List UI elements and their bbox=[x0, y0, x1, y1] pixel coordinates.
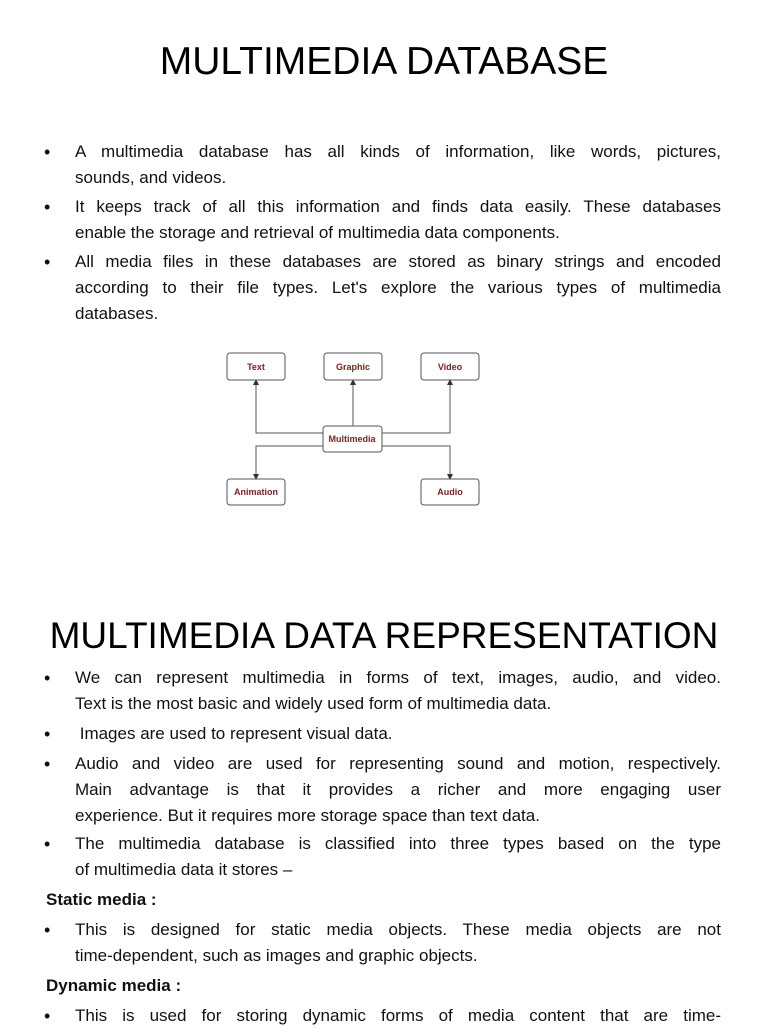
text-line: according to their file types. Let's explore the various types of multimedia bbox=[75, 278, 721, 297]
section-title: MULTIMEDIA DATA REPRESENTATION bbox=[49, 615, 719, 656]
connector-audio bbox=[382, 446, 450, 477]
text-line: Images are used to represent visual data. bbox=[75, 724, 393, 743]
text-line: All media files in these databases are stored as binary strings and encoded bbox=[75, 252, 721, 271]
bullet-icon: • bbox=[44, 142, 51, 162]
node-animation-label: Animation bbox=[234, 487, 278, 497]
text-line: time-dependent, such as images and graphic objects. bbox=[75, 946, 478, 965]
bullet-icon: • bbox=[44, 920, 51, 940]
text-line: sounds, and videos. bbox=[75, 168, 227, 187]
section-title: MULTIMEDIA DATABASE bbox=[159, 40, 609, 83]
bullet-icon: • bbox=[44, 197, 51, 217]
bullet-icon: • bbox=[44, 834, 51, 854]
text-line: experience. But it requires more storage space than text data. bbox=[75, 806, 540, 825]
text-line: of multimedia data it stores – bbox=[75, 860, 293, 879]
text-line: This is used for storing dynamic forms of media content that are time- bbox=[75, 1006, 721, 1025]
connector-text bbox=[256, 382, 323, 433]
node-text-label: Text bbox=[247, 362, 265, 372]
bullet-icon: • bbox=[44, 252, 51, 272]
text-line: The multimedia database is classified into three types based on the type bbox=[75, 834, 721, 853]
text-line: enable the storage and retrieval of multimedia data components. bbox=[75, 223, 560, 242]
text-line: Main advantage is that it provides a richer and more engaging user bbox=[75, 780, 721, 799]
node-video-label: Video bbox=[437, 362, 463, 372]
bullet-icon: • bbox=[44, 668, 51, 688]
bullet-icon: • bbox=[44, 754, 51, 774]
bullet-icon: • bbox=[44, 724, 51, 744]
text-line: Text is the most basic and widely used form of multimedia data. bbox=[75, 694, 552, 713]
connector-animation bbox=[256, 446, 323, 477]
bullet-icon: • bbox=[44, 1006, 51, 1026]
dynamic-media-heading: Dynamic media : bbox=[46, 976, 182, 995]
text-line: Audio and video are used for representing sound and motion, respectively. bbox=[75, 754, 721, 773]
node-graphic-label: Graphic bbox=[335, 362, 371, 372]
text-line: databases. bbox=[75, 304, 159, 323]
static-media-heading: Static media : bbox=[46, 890, 157, 909]
text-line: A multimedia database has all kinds of information, like words, pictures, bbox=[75, 142, 721, 161]
connector-video bbox=[382, 382, 450, 433]
text-line: We can represent multimedia in forms of text, images, audio, and video. bbox=[75, 668, 721, 687]
node-multimedia-label: Multimedia bbox=[328, 434, 376, 444]
text-line: It keeps track of all this information and finds data easily. These databases bbox=[75, 197, 721, 216]
text-line: This is designed for static media objects. These media objects are not bbox=[75, 920, 721, 939]
node-audio-label: Audio bbox=[437, 487, 463, 497]
